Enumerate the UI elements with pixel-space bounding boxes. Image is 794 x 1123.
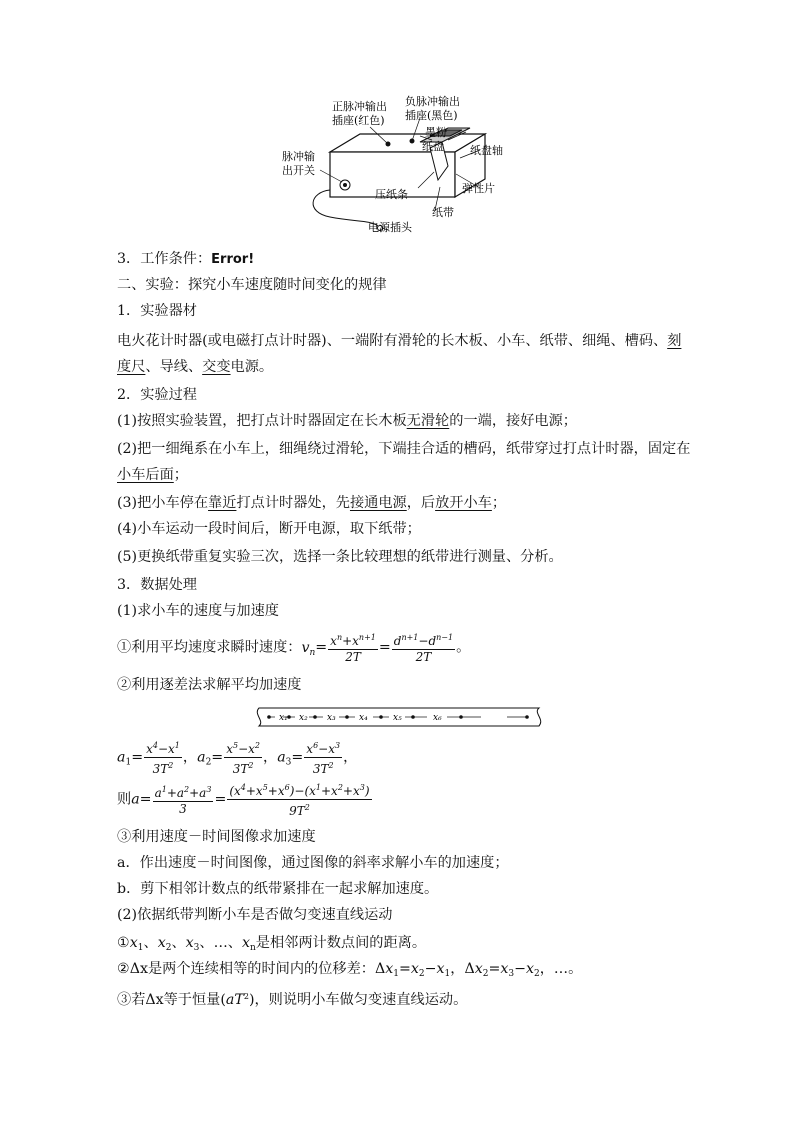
step2-line2: 小车后面； (117, 467, 188, 483)
equip-line-1: 电火花计时器(或电磁打点计时器)、一端附有滑轮的长木板、小车、纸带、细绳、槽码、刻 (117, 333, 682, 349)
label-press-strip: 压纸条 (375, 188, 408, 201)
work-condition-line: 3．工作条件：Error! (117, 251, 255, 267)
label-pulse-switch-2: 出开关 (282, 164, 315, 177)
method1-line: ①利用平均速度求瞬时速度：$v_n=$ $\frac{x^n+x^{n+1}}{2T}$ = $\frac{d^{n+1}-d^{n-1}}{2T}$ 。 (117, 630, 677, 669)
label-pos-output-1: 正脉冲输出 (332, 100, 387, 113)
section2-title: 二、实验：探究小车速度随时间变化的规律 (117, 277, 387, 293)
label-neg-output-2: 插座(黑色) (405, 109, 458, 122)
tape-label-x6: x₆ (433, 713, 442, 723)
step2-line1: (2)把一细绳系在小车上，细绳绕过滑轮，下端挂合适的槽码，纸带穿过打点计时器，固定在 (117, 441, 691, 457)
sub2-title: 2．实验过程 (117, 387, 197, 403)
a-formulas-line: $a_1=$ $\frac{x^4-x^1}{3T^2}$ ，$a_2=$ $\frac{x^5-x^2}{3T^2}$ ，$a_3=$ $\frac{x^6-x^3}{3T^2}$ ， (117, 738, 677, 781)
spark-timer-figure (270, 92, 530, 242)
tape-label-x3: x₃ (327, 713, 336, 723)
step5: (5)更换纸带重复实验三次，选择一条比较理想的纸带进行测量、分析。 (117, 549, 563, 565)
error-text: Error! (211, 252, 255, 267)
paper-tape-figure (255, 705, 543, 729)
label-pulse-switch-1: 脉冲输 (282, 150, 315, 163)
method3a: a．作出速度－时间图像，通过图像的斜率求解小车的加速度； (117, 855, 509, 871)
tape-label-x5: x₅ (393, 713, 402, 723)
step3: (3)把小车停在靠近打点计时器处，先接通电源，后放开小车； (117, 495, 507, 511)
tape-label-x1: x₁ (279, 713, 288, 723)
proc2-title: (2)依据纸带判断小车是否做匀变速直线运动 (117, 907, 393, 923)
label-paper-disc: 纸盘 (422, 140, 444, 153)
judge2: ②Δx是两个连续相等的时间内的位移差：$\Delta x_1=x_2-x_1$，$\Delta x_2=x_3-x_2$，…。 (117, 961, 583, 979)
judge1: $①x_1$、$x_2$、$x_3$、…、$x_n$是相邻两计数点间的距离。 (117, 935, 427, 953)
sub3-title: 3．数据处理 (117, 577, 197, 593)
method3b: b．剪下相邻计数点的纸带紧排在一起求解加速度。 (117, 881, 439, 897)
step4: (4)小车运动一段时间后，断开电源，取下纸带； (117, 521, 421, 537)
label-pos-output-2: 插座(红色) (332, 114, 385, 127)
label-toner: 墨粉 (425, 126, 447, 139)
step1: (1)按照实验装置，把打点计时器固定在长木板无滑轮的一端，接好电源； (117, 413, 577, 429)
a-average-line: 则a= $\frac{a^1+a^2+a^3}{3}$ = $\frac{(x^4+x^5+x^6)-(x^1+x^2+x^3)}{9T^2}$ (117, 780, 677, 819)
tape-label-x2: x₂ (299, 713, 308, 723)
label-spring-piece: 弹性片 (462, 182, 495, 195)
method2-title: ②利用逐差法求解平均加速度 (117, 677, 302, 693)
vn-fraction-1: $\frac{x^n+x^{n+1}}{2T}$ (328, 630, 378, 665)
judge3: ③若Δx等于恒量$(aT^2)$，则说明小车做匀变速直线运动。 (117, 992, 468, 1008)
label-power-plug: 电源插头 (368, 221, 412, 234)
equip-line-2: 度尺、导线、交变电源。 (117, 359, 274, 375)
vn-fraction-2: $\frac{d^{n+1}-d^{n-1}}{2T}$ (392, 630, 455, 665)
method3-title: ③利用速度－时间图像求加速度 (117, 829, 316, 845)
label-paper-disc-shaft: 纸盘轴 (470, 144, 503, 157)
proc1-title: (1)求小车的速度与加速度 (117, 603, 279, 619)
label-paper-tape: 纸带 (432, 206, 454, 219)
tape-label-x4: x₄ (359, 713, 368, 723)
sub1-title: 1．实验器材 (117, 303, 197, 319)
label-neg-output-1: 负脉冲输出 (405, 95, 460, 108)
